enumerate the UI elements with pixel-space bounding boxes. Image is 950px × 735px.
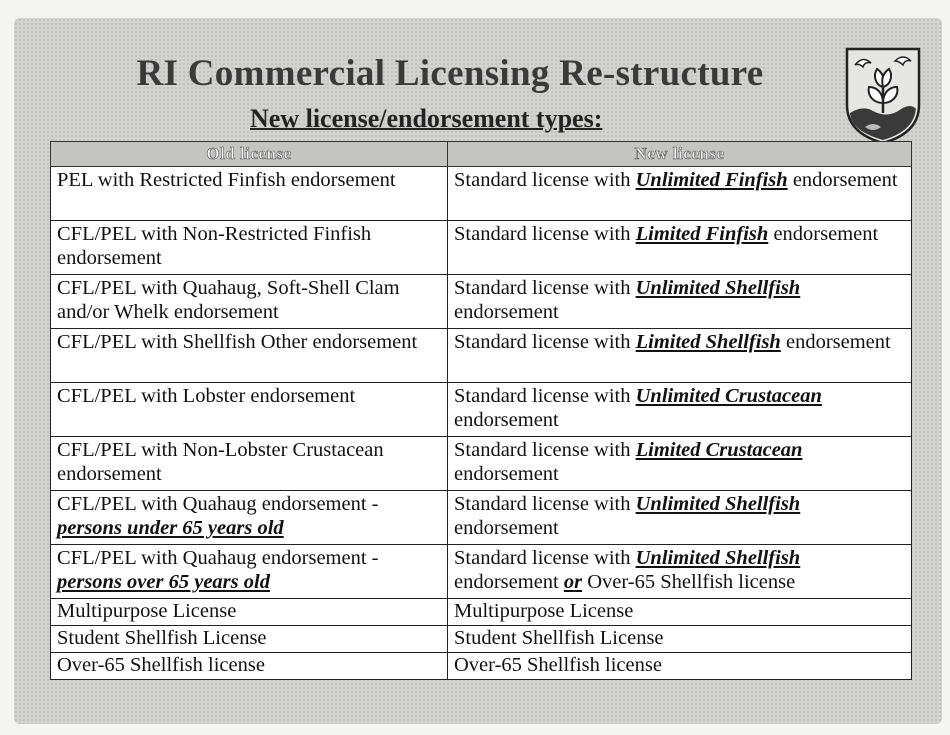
new-license-suffix: endorsement bbox=[454, 463, 559, 485]
header-old-license: Old license bbox=[51, 142, 448, 167]
old-license-cell bbox=[51, 383, 448, 437]
endorsement-type: Unlimited Crustacean bbox=[635, 385, 822, 407]
old-license-text: CFL/PEL with Quahaug, Soft-Shell Clam and/or Whelk endorsement bbox=[57, 277, 400, 323]
new-license-text: Standard license with bbox=[454, 547, 636, 569]
table-header-row bbox=[51, 142, 912, 167]
table-row bbox=[51, 167, 912, 221]
old-license-cell bbox=[51, 491, 448, 545]
old-license-cell bbox=[51, 275, 448, 329]
old-license-cell: Over-65 Shellfish license bbox=[51, 653, 448, 680]
table-row bbox=[51, 599, 912, 626]
ri-dem-seal-icon bbox=[843, 45, 923, 145]
new-license-text: Standard license with bbox=[454, 439, 636, 461]
new-license-suffix: endorsement bbox=[787, 169, 898, 191]
new-license-suffix: endorsement bbox=[780, 331, 891, 353]
new-license-cell bbox=[448, 329, 912, 383]
new-license-cell bbox=[448, 275, 912, 329]
table-row bbox=[51, 491, 912, 545]
old-license-text: CFL/PEL with Quahaug endorsement - bbox=[57, 547, 379, 569]
new-license-cell: Multipurpose License bbox=[448, 599, 912, 626]
table-row bbox=[51, 437, 912, 491]
new-license-cell bbox=[448, 383, 912, 437]
license-table bbox=[50, 141, 912, 680]
old-license-cell: Multipurpose License bbox=[51, 599, 448, 626]
endorsement-type: Unlimited Finfish bbox=[635, 169, 788, 191]
old-license-cell bbox=[51, 167, 448, 221]
old-license-cell bbox=[51, 221, 448, 275]
new-license-suffix: endorsement bbox=[454, 409, 559, 431]
table-row bbox=[51, 653, 912, 680]
table-row bbox=[51, 545, 912, 599]
endorsement-type: Limited Crustacean bbox=[635, 439, 803, 461]
old-license-text: PEL with Restricted Finfish endorsement bbox=[57, 169, 396, 191]
new-license-cell bbox=[448, 437, 912, 491]
old-license-text: CFL/PEL with Non-Lobster Crustacean endorsement bbox=[57, 439, 384, 485]
or-conjunction: or bbox=[563, 571, 583, 593]
new-license-text: Standard license with bbox=[454, 493, 636, 515]
new-license-suffix: endorsement bbox=[768, 223, 879, 245]
new-license-text: Standard license with bbox=[454, 331, 636, 353]
new-license-cell bbox=[448, 491, 912, 545]
table-row bbox=[51, 329, 912, 383]
new-license-suffix: endorsement bbox=[454, 571, 564, 593]
endorsement-type: Unlimited Shellfish bbox=[635, 547, 801, 569]
table-row bbox=[51, 275, 912, 329]
old-license-text: CFL/PEL with Lobster endorsement bbox=[57, 385, 356, 407]
old-license-cell bbox=[51, 437, 448, 491]
new-license-suffix: endorsement bbox=[454, 517, 559, 539]
old-license-cell: Student Shellfish License bbox=[51, 626, 448, 653]
new-license-cell: Over-65 Shellfish license bbox=[448, 653, 912, 680]
table-row bbox=[51, 221, 912, 275]
new-license-suffix: endorsement bbox=[454, 301, 559, 323]
new-license-cell: Student Shellfish License bbox=[448, 626, 912, 653]
new-license-cell bbox=[448, 221, 912, 275]
old-license-cell bbox=[51, 329, 448, 383]
old-license-text: CFL/PEL with Shellfish Other endorsement bbox=[57, 331, 418, 353]
header-new-license: New license bbox=[448, 142, 912, 167]
new-license-text: Standard license with bbox=[454, 277, 636, 299]
new-license-alt: Over-65 Shellfish license bbox=[582, 571, 796, 593]
license-table-container bbox=[50, 141, 911, 680]
endorsement-type: Limited Finfish bbox=[635, 223, 769, 245]
new-license-cell bbox=[448, 545, 912, 599]
endorsement-type: Limited Shellfish bbox=[635, 331, 781, 353]
age-condition: persons over 65 years old bbox=[57, 571, 270, 593]
old-license-cell bbox=[51, 545, 448, 599]
new-license-text: Standard license with bbox=[454, 169, 636, 191]
table-row bbox=[51, 383, 912, 437]
page-title: RI Commercial Licensing Re-structure bbox=[136, 53, 764, 94]
page-subtitle: New license/endorsement types: bbox=[250, 104, 603, 133]
new-license-text: Standard license with bbox=[454, 385, 636, 407]
endorsement-type: Unlimited Shellfish bbox=[635, 277, 801, 299]
old-license-text: CFL/PEL with Non-Restricted Finfish endorsement bbox=[57, 223, 372, 269]
table-row bbox=[51, 626, 912, 653]
new-license-text: Standard license with bbox=[454, 223, 636, 245]
new-license-cell bbox=[448, 167, 912, 221]
age-condition: persons under 65 years old bbox=[57, 517, 284, 539]
endorsement-type: Unlimited Shellfish bbox=[635, 493, 801, 515]
old-license-text: CFL/PEL with Quahaug endorsement - bbox=[57, 493, 379, 515]
